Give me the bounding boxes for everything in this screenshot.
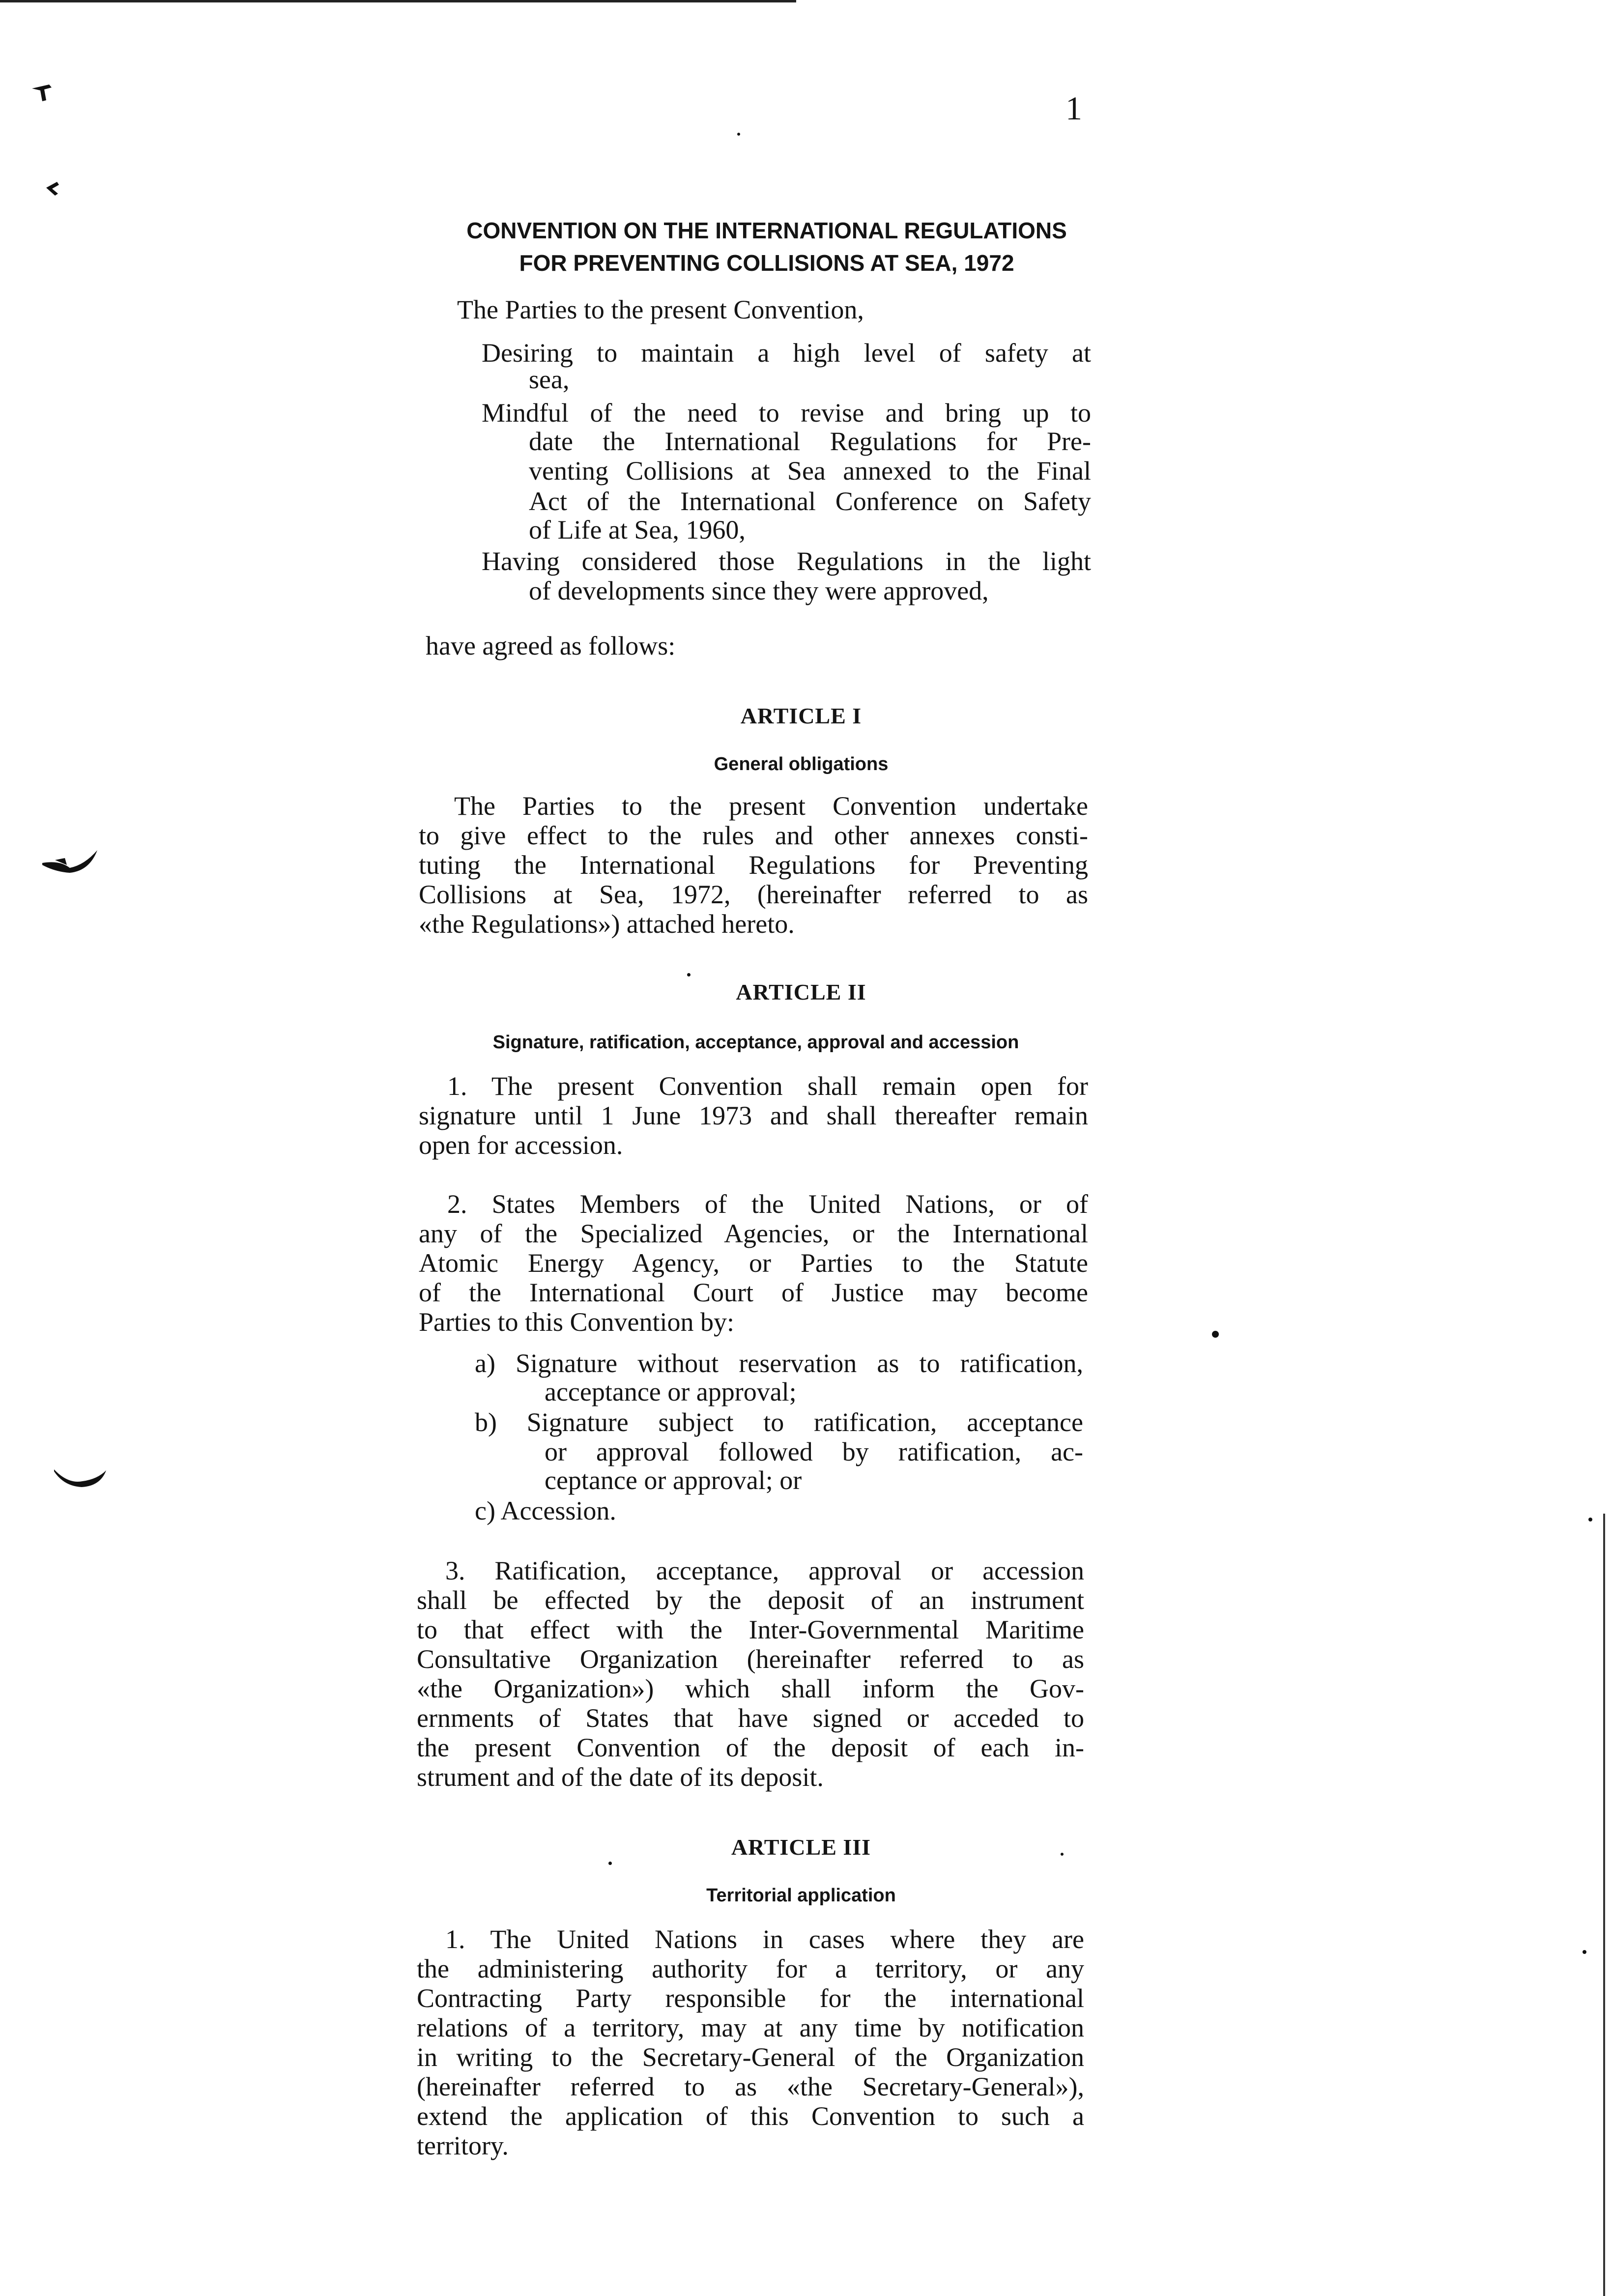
speck <box>608 1862 612 1865</box>
article-1-line: «the Regulations») attached hereto. <box>419 909 795 939</box>
article-2-para1-line: open for accession. <box>419 1130 623 1160</box>
preamble-mindful-line: Act of the International Conference on Safety <box>529 487 1091 516</box>
speck <box>737 133 740 136</box>
article-3-para1-line: (hereinafter referred to as «the Secretary-General»), <box>417 2072 1084 2101</box>
preamble-desiring-line: sea, <box>529 365 570 394</box>
article-1-line: The Parties to the present Convention undertake <box>454 791 1088 821</box>
top-edge-rule <box>0 0 796 2</box>
article-2-subheading: Signature, ratification, acceptance, approval and accession <box>492 1032 1019 1053</box>
article-2-para1-line: signature until 1 June 1973 and shall thereafter remain <box>419 1101 1088 1130</box>
article-2-para2-line: Atomic Energy Agency, or Parties to the Statute <box>419 1248 1088 1278</box>
article-3-para1-line: relations of a territory, may at any time by notification <box>417 2013 1084 2042</box>
scan-mark-icon <box>29 79 59 108</box>
preamble-closing: have agreed as follows: <box>426 631 676 660</box>
article-2-para2-line: of the International Court of Justice may become <box>419 1278 1088 1307</box>
article-2-para3-line: 3. Ratification, acceptance, approval or accession <box>445 1556 1084 1585</box>
preamble-mindful-line: Mindful of the need to revise and bring up to <box>482 398 1091 428</box>
preamble-mindful-line: date the International Regulations for Pre- <box>529 427 1091 456</box>
speck <box>1588 1518 1592 1521</box>
article-1-line: Collisions at Sea, 1972, (hereinafter referred to as <box>419 880 1088 909</box>
preamble-opening: The Parties to the present Convention, <box>457 295 864 324</box>
right-edge-rule <box>1603 1514 1605 2296</box>
punch-hole-mark-icon <box>40 845 99 875</box>
article-2-item-b-line: or approval followed by ratification, ac- <box>545 1437 1083 1466</box>
article-1-line: tuting the International Regulations for Preventing <box>419 850 1088 880</box>
page-number: 1 <box>1065 89 1082 127</box>
article-2-item-b-line: ceptance or approval; or <box>545 1465 802 1495</box>
article-2-para3-line: to that effect with the Inter-Governmental Maritime <box>417 1615 1084 1644</box>
article-2-para1-line: 1. The present Convention shall remain open for <box>447 1071 1088 1101</box>
article-3-para1-line: extend the application of this Convention to such a <box>417 2101 1084 2131</box>
article-1-heading: ARTICLE I <box>740 703 862 728</box>
preamble-mindful-line: of Life at Sea, 1960, <box>529 515 746 545</box>
preamble-having-line: of developments since they were approved, <box>529 576 989 605</box>
article-3-para1-line: the administering authority for a territory, or any <box>417 1954 1084 1983</box>
speck <box>1583 1950 1586 1954</box>
article-1-line: to give effect to the rules and other annexes consti- <box>419 821 1088 850</box>
document-title-line2: FOR PREVENTING COLLISIONS AT SEA, 1972 <box>519 250 1014 276</box>
article-2-para3-line: shall be effected by the deposit of an instrument <box>417 1585 1084 1615</box>
article-1-subheading: General obligations <box>714 754 889 775</box>
preamble-having-line: Having considered those Regulations in the light <box>482 546 1091 576</box>
article-2-item-a-line: acceptance or approval; <box>545 1377 797 1406</box>
article-2-para2-line: 2. States Members of the United Nations, or of <box>447 1189 1088 1219</box>
punch-hole-mark-icon <box>53 1464 107 1489</box>
article-3-heading: ARTICLE III <box>731 1835 871 1860</box>
article-2-item-b-line: b) Signature subject to ratification, acceptance <box>475 1407 1083 1437</box>
article-2-item-a-line: a) Signature without reservation as to ratification, <box>475 1349 1083 1378</box>
article-3-subheading: Territorial application <box>706 1885 896 1906</box>
article-3-para1-line: territory. <box>417 2131 509 2160</box>
article-2-para3-line: ernments of States that have signed or acceded to <box>417 1703 1084 1733</box>
speck <box>687 973 691 976</box>
article-2-para3-line: strument and of the date of its deposit. <box>417 1762 824 1792</box>
article-2-para3-line: «the Organization») which shall inform the Gov- <box>417 1674 1084 1703</box>
article-2-para3-line: Consultative Organization (hereinafter referred to as <box>417 1644 1084 1674</box>
article-2-para2-line: any of the Specialized Agencies, or the International <box>419 1219 1088 1248</box>
preamble-mindful-line: venting Collisions at Sea annexed to the Final <box>529 456 1091 486</box>
article-2-para2-line: Parties to this Convention by: <box>419 1307 734 1337</box>
article-3-para1-line: Contracting Party responsible for the international <box>417 1983 1084 2013</box>
document-title-line1: CONVENTION ON THE INTERNATIONAL REGULATIONS <box>466 218 1067 243</box>
article-2-item-c-line: c) Accession. <box>475 1496 616 1525</box>
article-2-para3-line: the present Convention of the deposit of each in- <box>417 1733 1084 1762</box>
preamble-desiring-line: Desiring to maintain a high level of safety at <box>482 338 1091 368</box>
article-2-heading: ARTICLE II <box>736 979 866 1004</box>
article-3-para1-line: in writing to the Secretary-General of the Organization <box>417 2042 1084 2072</box>
speck <box>1212 1331 1219 1338</box>
article-3-para1-line: 1. The United Nations in cases where they are <box>445 1924 1084 1954</box>
scan-mark-icon <box>43 178 63 198</box>
